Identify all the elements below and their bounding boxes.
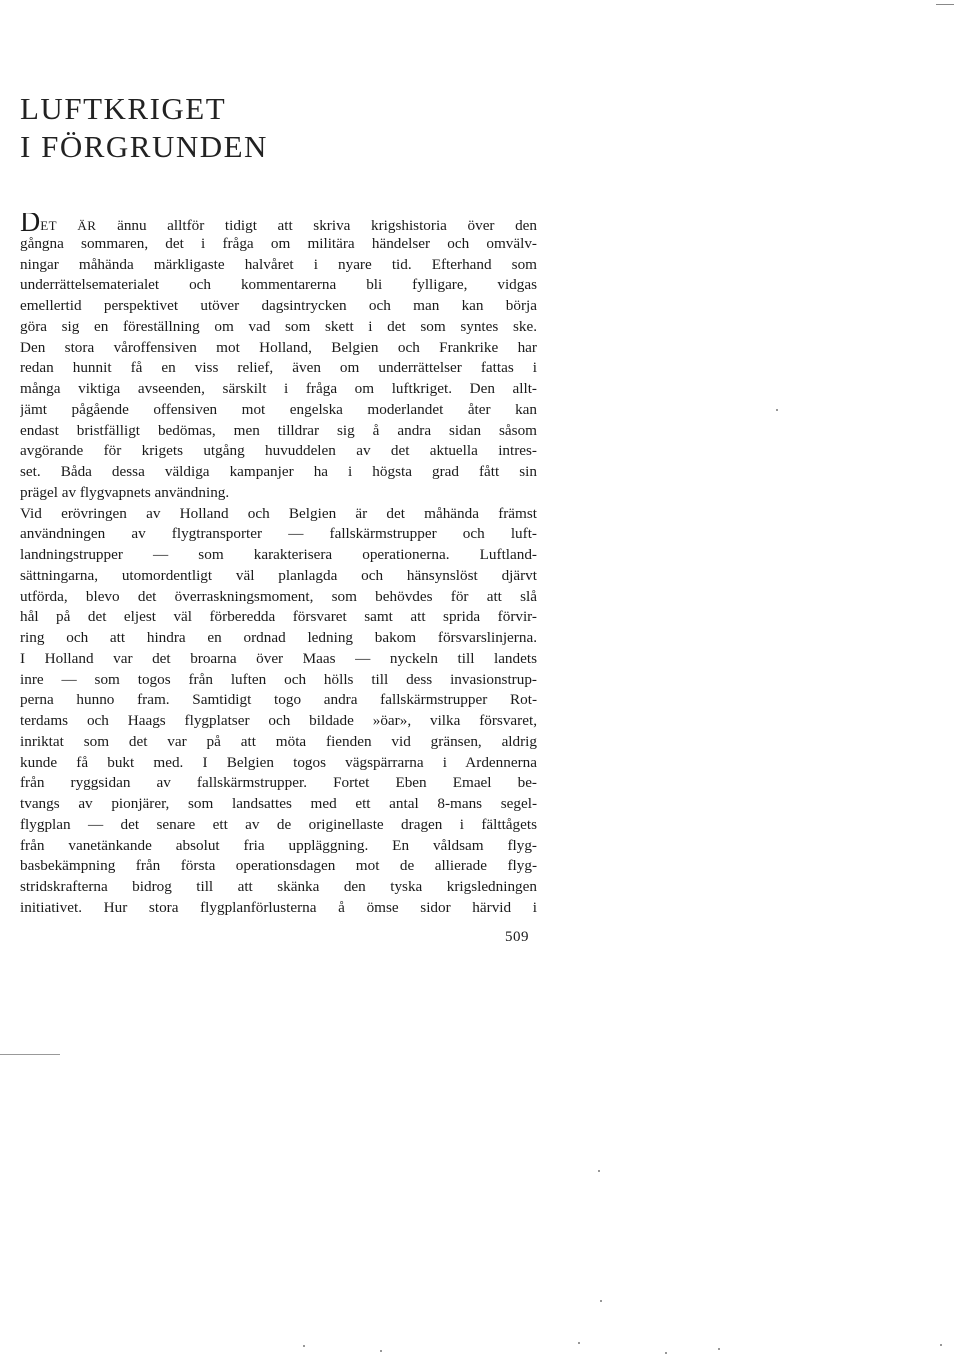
- text-line: avgörande för krigets utgång huvuddelen av det aktuella intres-: [20, 442, 537, 460]
- lead-words: ET ÄR: [40, 218, 97, 233]
- text-line: kunde få bukt med. I Belgien togos vägspärrarna i Ardennerna: [20, 753, 537, 771]
- text-line: prägel av flygvapnets användning.: [20, 483, 230, 501]
- title-line-1: LUFTKRIGET: [20, 91, 227, 126]
- text-line: emellertid perspektivet utöver dagsintrycken och man kan börja: [20, 297, 537, 314]
- text-line: sättningarna, utomordentligt väl planlagda och hänsynslöst djärvt: [20, 566, 537, 584]
- text-line: inre — som togos från luften och hölls till dess invasionstrup-: [20, 670, 537, 688]
- text-line: inriktat som det var på att möta fienden vid gränsen, aldrig: [20, 732, 537, 750]
- scan-speck: [776, 409, 778, 411]
- scan-speck: [303, 1345, 305, 1347]
- scan-speck: [380, 1350, 382, 1352]
- text-line: användningen av flygtransporter — fallskärmstrupper och luft-: [20, 525, 537, 543]
- text-line: Vid erövringen av Holland och Belgien är det måhända främst: [20, 504, 537, 522]
- text-line: initiativet. Hur stora flygplanförlusterna å ömse sidor härvid i: [20, 898, 537, 916]
- drop-cap: D: [20, 213, 41, 234]
- text-line: perna hunno fram. Samtidigt togo andra fallskärmstrupper Rot-: [20, 691, 537, 709]
- article-body: [20, 213, 537, 919]
- text-line: göra sig en föreställning om vad som skett i det som syntes ske.: [20, 317, 537, 335]
- text-line: set. Båda dessa väldiga kampanjer ha i högsta grad fått sin: [20, 463, 537, 480]
- text-line: utförda, blevo det överraskningsmoment, som behövdes för att slå: [20, 587, 537, 605]
- text-line: landningstrupper — som karakterisera operationerna. Luftland-: [20, 546, 537, 563]
- text-line: underrättelsematerialet och kommentarerna bli fylligare, vidgas: [20, 276, 537, 294]
- page-number: 509: [505, 929, 529, 945]
- text-line: gångna sommaren, det i fråga om militära händelser och omvälv-: [20, 234, 537, 252]
- scan-corner-mark: [936, 4, 954, 5]
- text-line: från vanetänkande absolut fria uppläggning. En våldsam flyg-: [20, 836, 537, 854]
- scan-speck: [940, 1344, 942, 1346]
- first-line-rest: ännu alltför tidigt att skriva krigshistoria över den: [117, 217, 537, 234]
- text-line: tvangs av pionjärer, som landsattes med ett antal 8-mans segel-: [20, 795, 537, 812]
- text-line: stridskrafterna bidrog till att skänka den tyska krigsledningen: [20, 878, 537, 895]
- text-line: endast bristfälligt bedömas, men tilldrar sig å andra sidan såsom: [20, 421, 537, 439]
- scan-speck: [598, 1170, 600, 1172]
- text-line: flygplan — det senare ett av de originellaste dragen i fälttågets: [20, 815, 537, 833]
- text-line: jämt pågående offensiven mot engelska moderlandet åter kan: [20, 400, 537, 418]
- text-line-0: [20, 213, 537, 234]
- scan-speck: [665, 1352, 667, 1354]
- scan-speck: [718, 1348, 720, 1350]
- text-line: ningar måhända märkligaste halvåret i nyare tid. Efterhand som: [20, 255, 537, 273]
- footer-rule: [0, 1054, 60, 1055]
- text-line: ring och att hindra en ordnad ledning bakom försvarslinjerna.: [20, 629, 537, 646]
- scan-speck: [600, 1300, 602, 1302]
- text-line: terdams och Haags flygplatser och bildade »öar», vilka försvaret,: [20, 712, 537, 729]
- text-line: många viktiga avseenden, särskilt i fråga om luftkriget. Den allt-: [20, 380, 537, 397]
- text-line: Den stora våroffensiven mot Holland, Belgien och Frankrike har: [20, 338, 537, 356]
- title-line-2: I FÖRGRUNDEN: [20, 129, 268, 164]
- article-title: [20, 90, 268, 166]
- scan-speck: [578, 1342, 580, 1344]
- text-line: hål på det eljest väl förberedda försvaret samt att sprida förvir-: [20, 608, 537, 626]
- text-line: från ryggsidan av fallskärmstrupper. Fortet Eben Emael be-: [20, 774, 537, 792]
- text-line: basbekämpning från första operationsdagen mot de allierade flyg-: [20, 857, 537, 875]
- text-line: redan hunnit få en viss relief, även om underrättelser fattas i: [20, 359, 537, 377]
- text-line: I Holland var det broarna över Maas — nyckeln till landets: [20, 649, 537, 667]
